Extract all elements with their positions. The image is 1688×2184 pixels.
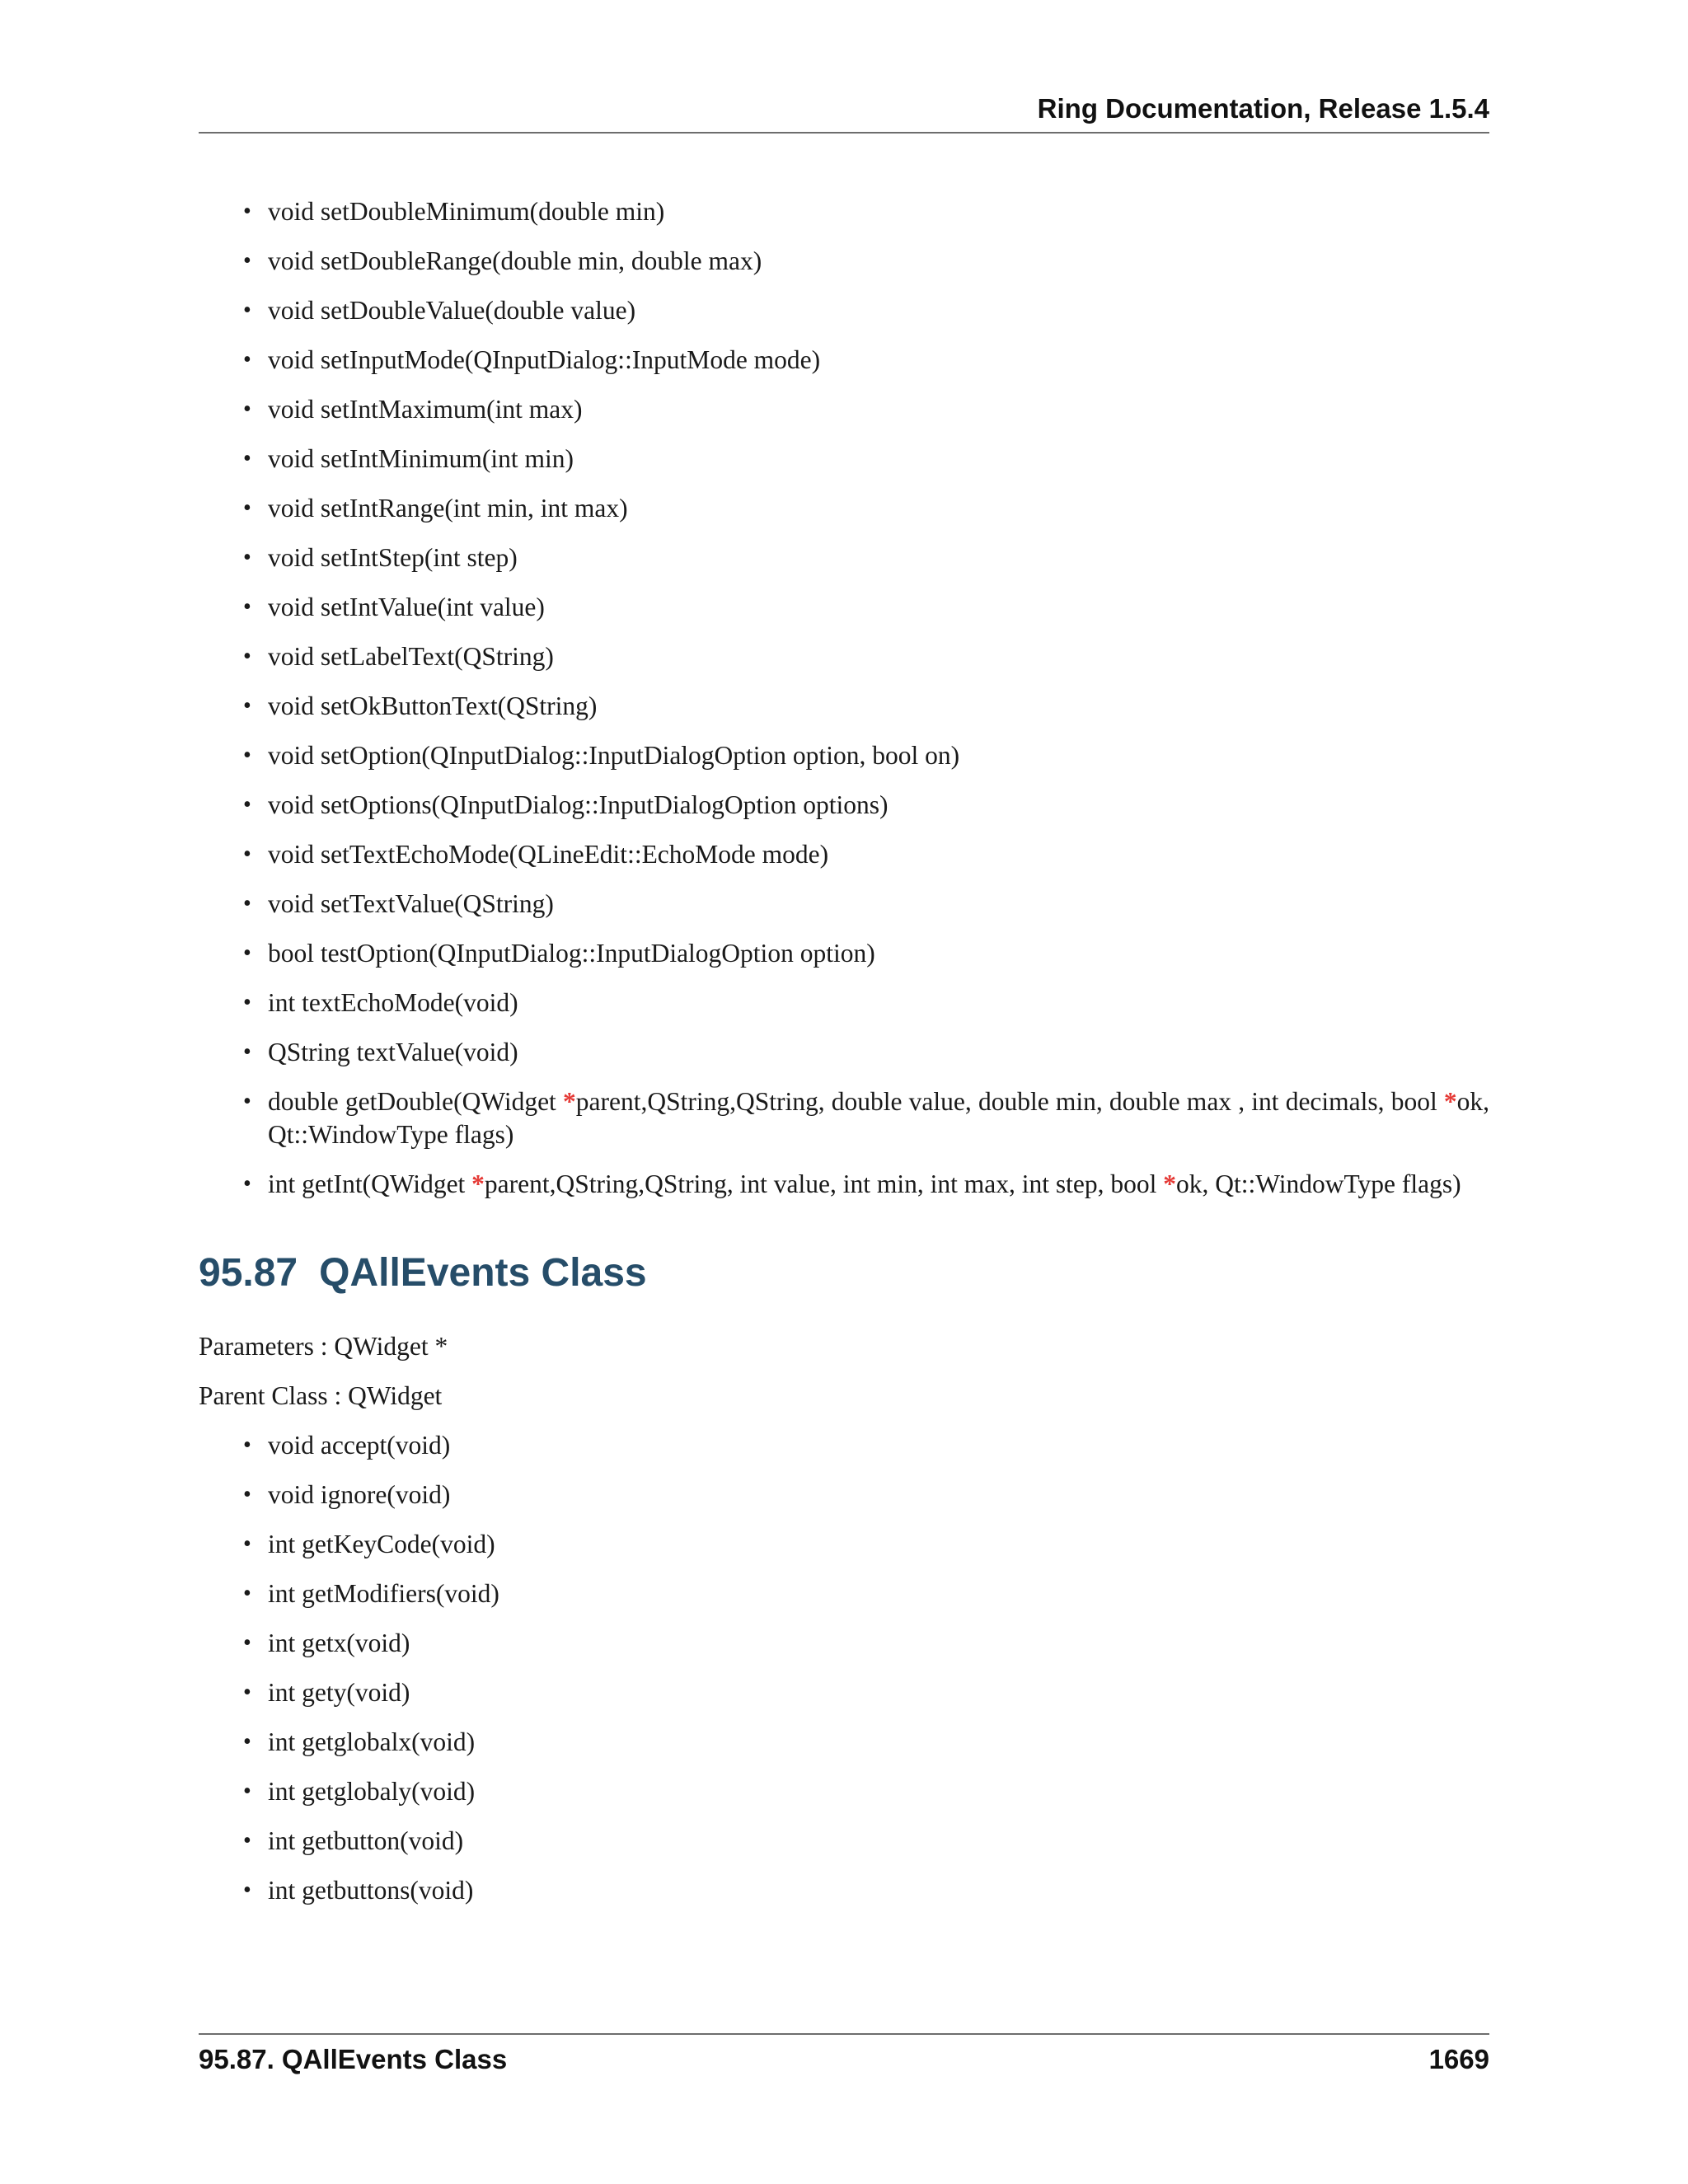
list-item: • int gety(void): [268, 1676, 1489, 1709]
pointer-asterisk: *: [1163, 1169, 1176, 1198]
list-item: • int getx(void): [268, 1627, 1489, 1660]
method-text: parent,QString,QString, int value, int min, int max, int step, bool: [484, 1169, 1164, 1198]
list-item: • void setIntValue(int value): [268, 591, 1489, 624]
list-item: • void setInputMode(QInputDialog::InputMode mode): [268, 344, 1489, 377]
page-footer: [199, 2033, 1489, 2076]
list-item: • void setLabelText(QString): [268, 640, 1489, 673]
method-text: ok, Qt::WindowType flags): [1175, 1169, 1461, 1198]
list-item: • void setDoubleRange(double min, double max): [268, 245, 1489, 278]
list-item: • void setOptions(QInputDialog::InputDialogOption options): [268, 789, 1489, 822]
pointer-asterisk: *: [1443, 1087, 1457, 1116]
list-item: • void setTextEchoMode(QLineEdit::EchoMode mode): [268, 838, 1489, 871]
method-text: int getInt(QWidget: [268, 1169, 472, 1198]
list-item: • void setIntMaximum(int max): [268, 393, 1489, 426]
page-number: 1669: [1428, 2044, 1489, 2074]
page-content: [199, 195, 1489, 1924]
list-item: • int getglobalx(void): [268, 1726, 1489, 1759]
list-item: • void setTextValue(QString): [268, 888, 1489, 921]
list-item: • void ignore(void): [268, 1479, 1489, 1511]
pointer-asterisk: *: [471, 1169, 485, 1198]
list-item: • void setOkButtonText(QString): [268, 690, 1489, 723]
list-item: • int getglobaly(void): [268, 1775, 1489, 1808]
list-item: • void setIntRange(int min, int max): [268, 492, 1489, 525]
section-title: QAllEvents Class: [319, 1251, 647, 1295]
method-list-top: [199, 195, 1489, 1201]
parent-class-line: Parent Class : QWidget: [199, 1381, 443, 1410]
list-item: • int getbutton(void): [268, 1825, 1489, 1858]
list-item: • void setIntMinimum(int min): [268, 443, 1489, 476]
parameters-line: Parameters : QWidget *: [199, 1332, 448, 1361]
page-header: [199, 92, 1489, 134]
header-title: Ring Documentation, Release 1.5.4: [1037, 93, 1489, 124]
list-item-get-double: [268, 1085, 1489, 1151]
list-item: • void setDoubleValue(double value): [268, 294, 1489, 327]
method-text: ok, Qt::WindowType flags): [268, 1087, 1490, 1149]
list-item: • int getModifiers(void): [268, 1577, 1489, 1610]
list-item: • int getbuttons(void): [268, 1874, 1489, 1907]
list-item: • bool testOption(QInputDialog::InputDialogOption option): [268, 937, 1489, 970]
section-heading: [199, 1249, 1489, 1297]
footer-section-title: 95.87. QAllEvents Class: [199, 2044, 508, 2074]
method-text: parent,QString,QString, double value, double min, double max , int decimals, bool: [575, 1087, 1444, 1116]
list-item: • void setOption(QInputDialog::InputDialogOption option, bool on): [268, 739, 1489, 772]
pointer-asterisk: *: [563, 1087, 576, 1116]
list-item: • void setDoubleMinimum(double min): [268, 195, 1489, 228]
list-item-get-int: [268, 1168, 1489, 1201]
list-item: • QString textValue(void): [268, 1036, 1489, 1069]
method-list-section: [199, 1429, 1489, 1907]
list-item: • int textEchoMode(void): [268, 987, 1489, 1019]
list-item: • int getKeyCode(void): [268, 1528, 1489, 1561]
list-item: • void setIntStep(int step): [268, 541, 1489, 574]
section-number: 95.87: [199, 1251, 298, 1295]
list-item: • void accept(void): [268, 1429, 1489, 1462]
method-text: double getDouble(QWidget: [268, 1087, 563, 1116]
